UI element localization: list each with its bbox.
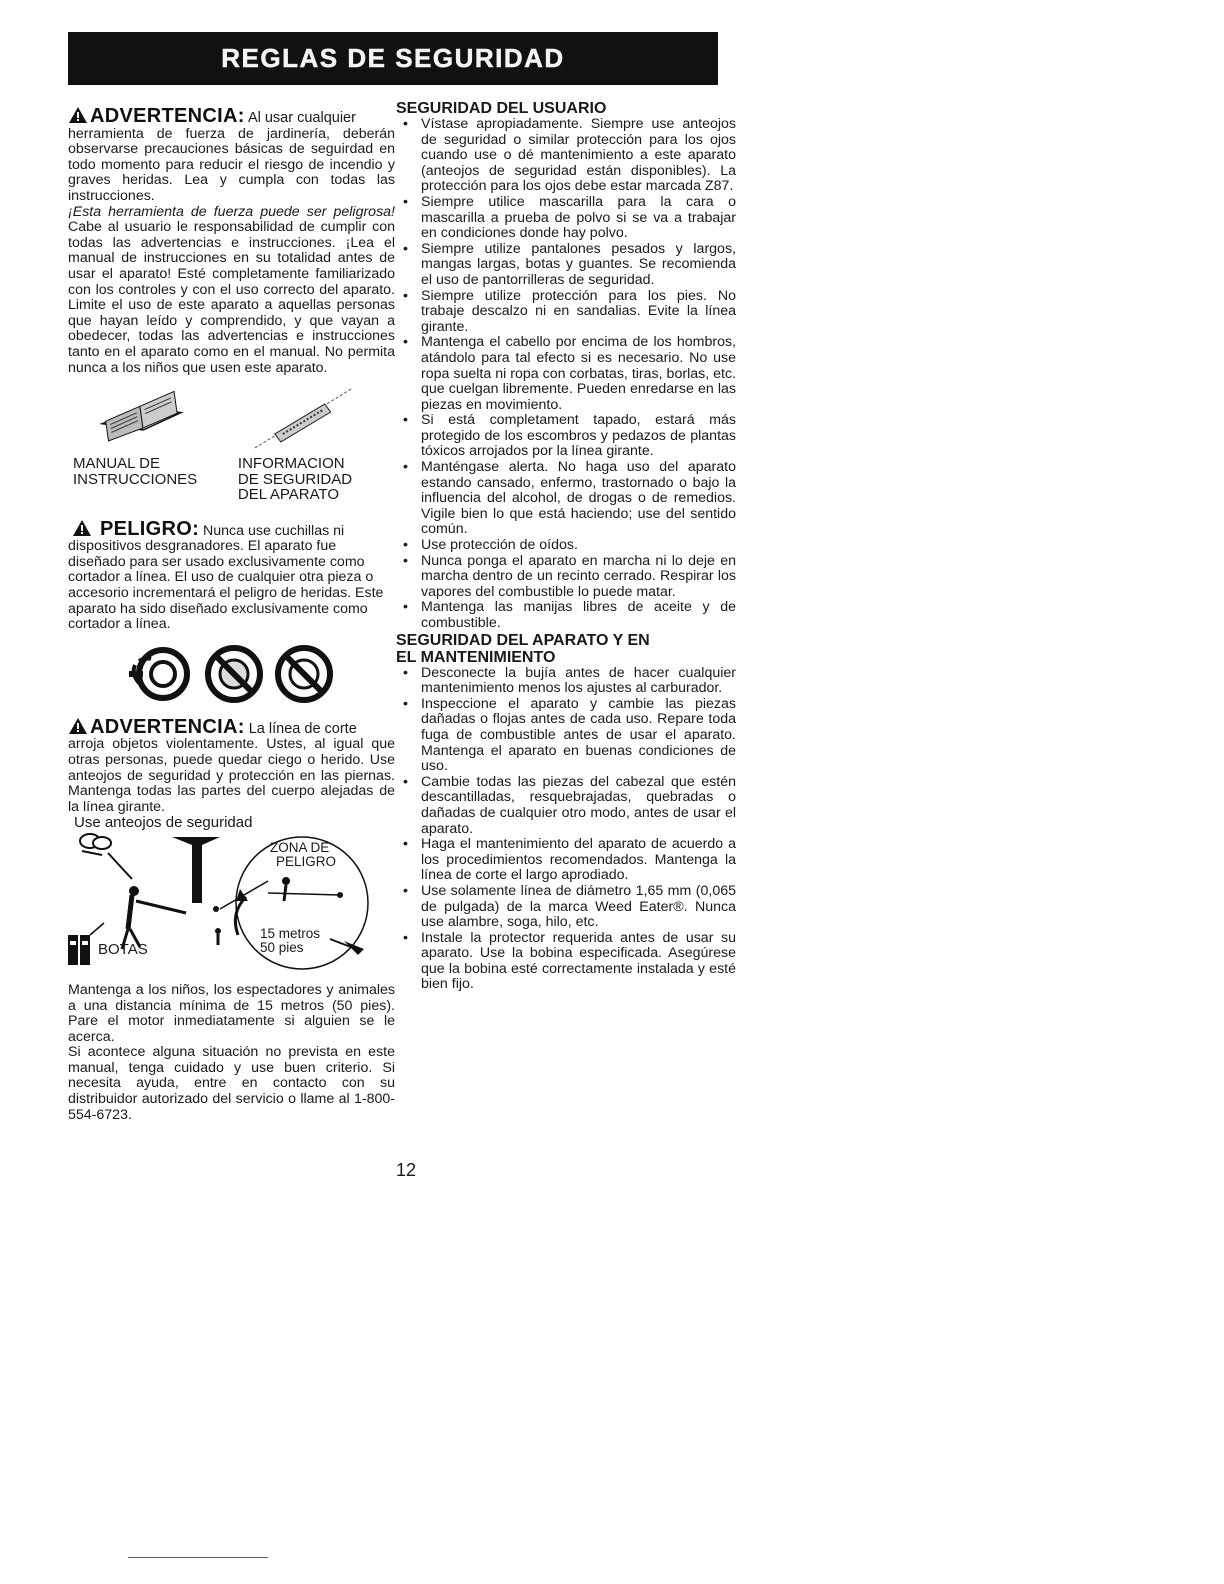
manual-captions [68, 456, 395, 503]
caption-line: DE SEGURIDAD [237, 470, 353, 488]
maintenance-heading-line: EL MANTENIMIENTO [396, 648, 556, 666]
list-item: • Mantenga las manijas libres de aceite y de combustible. [396, 600, 736, 631]
list-item: • Mantenga el cabello por encima de los hombros, atándolo para tal efecto si es necesario. No use ropa suelta ni ropa con corbatas, tiras, borlas, etc. que cuelgan libremente. Pueden enredarse en las piezas en movimiento. [396, 335, 736, 413]
zone-label-line: ZONA DE [270, 839, 330, 855]
list-item: • Use solamente línea de diámetro 1,65 mm (0,065 de pulgada) de la marca Weed Eater®. Nunca use alambre, soga, hilo, etc. [396, 884, 736, 931]
danger-text: Nunca use cuchillas ni dispositivos desgranadores. El aparato fue diseñado para ser usado exclusivamente como cortador a línea. El uso de cualquier otra pieza o accesorio incrementará el peligro de heridas. Este aparato ha sido diseñado exclusivamente como cortador a línea. [68, 522, 384, 633]
page-title: REGLAS DE SEGURIDAD [221, 43, 565, 73]
prohibited-blades-symbols [68, 643, 395, 705]
caption-line: MANUAL DE [73, 455, 160, 473]
distance-feet: 50 pies [260, 939, 304, 955]
list-item: • Manténgase alerta. No haga uso del aparato estando cansado, enfermo, trastornado o bajo la influencia del alcohol, de drogas o de remedios. Vigile bien lo que está haciendo; use del sentido común. [396, 460, 736, 538]
warning-paragraph [68, 205, 395, 377]
warning-block-1 [68, 106, 395, 376]
list-item: • Cambie todas las piezas del cabezal que estén descantilladas, resquebrajadas, quebradas o dañadas de cualquier otro modo, antes de usar el aparato. [396, 775, 736, 837]
list-item: • Siempre utilize protección para los pies. No trabaje descalzo ni en sandalias. Evite la línea girante. [396, 289, 736, 336]
footer-line [128, 1557, 268, 1558]
warning-triangle-icon [72, 519, 92, 537]
danger-zone-label [270, 841, 336, 869]
warning-label: ADVERTENCIA: [90, 715, 245, 738]
warning-text: arroja objetos violentamente. Ustes, al igual que otras personas, puede quedar ciego o herido. Use anteojos de seguridad y protección en las piernas. Mantenga todas las partes del cuerpo alejadas de la línea girante. [68, 736, 395, 815]
list-item: • Use protección de oídos. [396, 538, 736, 554]
maintenance-heading-line: SEGURIDAD DEL APARATO Y EN [396, 631, 650, 649]
blade-prohibited-icon [203, 643, 265, 705]
warning-block-2 [68, 717, 395, 831]
warning-italic-text: ¡Esta herramienta de fuerza puede ser peligrosa! [68, 203, 395, 220]
distance-paragraph: Mantenga a los niños, los espectadores y animales a una distancia mínima de 15 metros (50 pies). Pare el motor inmediatamente si alguien se le acerca. [68, 981, 395, 1045]
list-item: • Haga el mantenimiento del aparato de acuerdo a los procedimientos recomendados. Mantenga la línea de corte el largo aprodiado. [396, 837, 736, 884]
warning-text-continued: Cabe al usuario le responsabilidad de cumplir con todas las advertencias e instrucciones. ¡Lea el manual de instrucciones en su totalidad antes de usar el aparato! Esté completamente familiarizado con los controles y con el uso correcto del aparato. Limite el uso de este aparato a aquellas personas que hayan leído y comprendido, y que vayan a obedecer, todas las advertencias e instrucciones tanto en el aparato como en el manual. No permita nunca a los niños que usen este aparato. [68, 219, 395, 376]
instruction-manual-icon [68, 386, 235, 456]
boots-label: BOTAS [98, 940, 148, 958]
list-item: • Siempre utilize pantalones pesados y largos, mangas largas, botas y guantes. Se recomienda el uso de pantorrilleras de seguridad. [396, 242, 736, 289]
warning-text: herramienta de fuerza de jardinería, deberán observarse precauciones básicas de seguirdad en todo momento para reducir el riesgo de incendio y graves heridas. Lea y cumpla con todas las instrucciones. [68, 125, 395, 204]
caption-line: DEL APARATO [237, 486, 340, 504]
danger-block [68, 519, 395, 633]
maintenance-list [396, 666, 736, 993]
maintenance-heading [396, 632, 736, 666]
warning-triangle-icon [68, 717, 88, 735]
warning-lead-text: La línea de corte [244, 720, 357, 737]
distance-label [260, 927, 320, 955]
danger-zone-diagram [68, 831, 395, 973]
list-item: • Vístase apropiadamente. Siempre use anteojos de seguridad o similar protección para los ojos cuando use o dé mantenimiento a este aparato (anteojos de seguridad están disponibles). La protección para los ojos debe estar marcada Z87. [396, 117, 736, 195]
danger-label: PELIGRO: [100, 517, 200, 540]
blade-prohibited-icon [273, 643, 335, 705]
distance-meters: 15 metros [260, 925, 321, 941]
goggles-label: Use anteojos de seguridad [74, 814, 253, 832]
list-item: • Si está completament tapado, estará más protegido de los escombros y pedazos de plantas tóxicos arrojados por la línea girante. [396, 413, 736, 460]
manual-caption [68, 456, 238, 503]
warning-lead-text: Al usar cualquier [244, 110, 356, 126]
list-item: • Desconecte la bujía antes de hacer cualquier mantenimiento menos los ajustes al carburador. [396, 666, 736, 697]
manual-icons-row [68, 386, 395, 456]
safety-label-icon [235, 386, 395, 456]
left-column [68, 100, 395, 1123]
warning-triangle-icon [68, 106, 88, 124]
right-column [396, 100, 736, 993]
list-item: • Nunca ponga el aparato en marcha ni lo deje en marcha dentro de un recinto cerrado. Respirar los vapores del combustible lo puede matar. [396, 554, 736, 601]
zone-label-line: PELIGRO [276, 853, 337, 869]
list-item: • Instale la protector requerida antes de usar su aparato. Use la bobina especificada. Asegúrese que la bobina esté correctamente instalada y esté bien fijo. [396, 931, 736, 993]
caption-line: INFORMACION [237, 455, 345, 473]
safety-info-caption [238, 456, 395, 503]
help-paragraph: Si acontece alguna situación no prevista en este manual, tenga cuidado y use buen criterio. Si necesita ayuda, entre en contacto con su distribuidor autorizado del servicio o llame al 1-800-554-6723. [68, 1044, 395, 1123]
boots-icon [68, 935, 90, 965]
warning-label: ADVERTENCIA: [90, 105, 245, 127]
list-item: • Siempre utilice mascarilla para la cara o mascarilla a prueba de polvo si se va a trabajar en condiciones donde hay polvo. [396, 195, 736, 242]
caption-line: INSTRUCCIONES [73, 470, 198, 488]
blade-prohibited-icon [129, 643, 195, 705]
list-item: • Inspeccione el aparato y cambie las piezas dañadas o flojas antes de cada uso. Repare toda fuga de combustible antes de usar el aparato. Mantenga el aparato en buenas condiciones de uso. [396, 697, 736, 775]
user-safety-heading: SEGURIDAD DEL USUARIO [396, 100, 607, 117]
user-safety-list [396, 117, 736, 632]
page-number: 12 [396, 1160, 417, 1180]
page-header-bar [68, 32, 718, 85]
goggles-icon [80, 834, 111, 855]
